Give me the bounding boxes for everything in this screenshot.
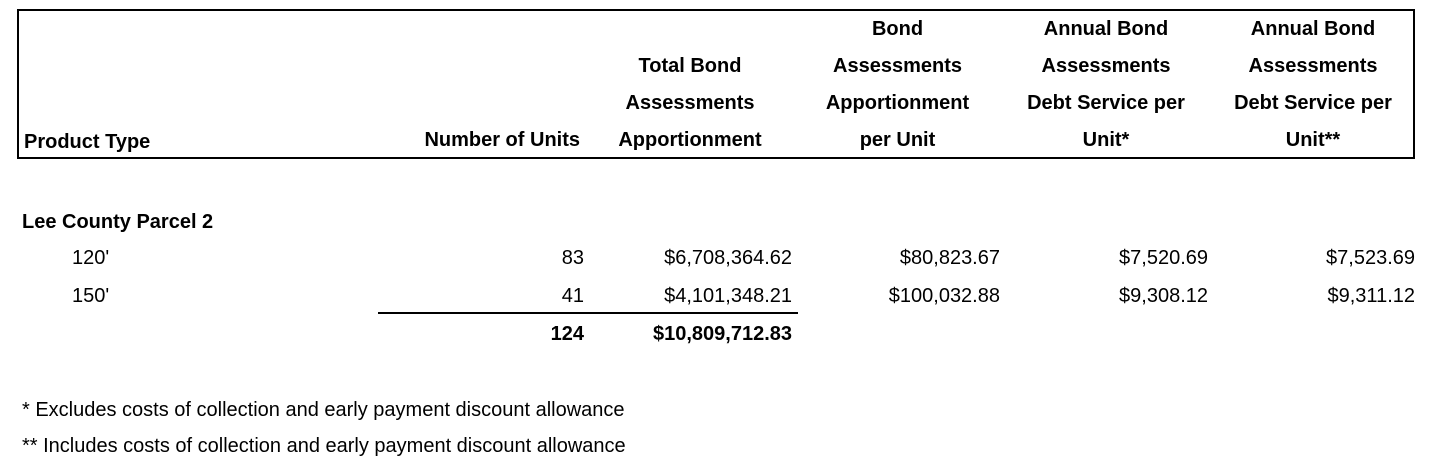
header-total-bond-line-1: Total Bond [638,55,742,77]
header-bond-per-unit-line-4: per Unit [859,129,936,151]
header-annual-incl-line-2: Assessments [1248,55,1378,77]
row-product: 150' [72,285,110,307]
row-total: $6,708,364.62 [664,247,792,269]
header-bond-per-unit-line-2: Assessments [833,55,962,77]
header-annual-incl-line-4: Unit** [1285,129,1341,151]
row-total: $4,101,348.21 [664,285,792,307]
row-annual-incl: $9,311.12 [1327,285,1415,307]
header-annual-excl-line-1: Annual Bond [1043,18,1169,40]
footnote-includes: ** Includes costs of collection and early payment discount allowance [22,435,626,457]
total-units: 124 [550,323,584,345]
header-bond-per-unit [795,11,1000,159]
footnote-excludes: * Excludes costs of collection and early payment discount allowance [22,399,625,421]
header-annual-excl [1005,11,1207,159]
row-per-unit: $100,032.88 [888,285,1000,307]
row-per-unit: $80,823.67 [899,247,1000,269]
header-bond-per-unit-line-1: Bond [871,18,924,40]
row-product: 120' [72,247,110,269]
header-number-of-units: Number of Units [424,129,580,151]
row-units: 83 [561,247,584,269]
subtotal-rule [378,312,798,314]
header-total-bond-line-2: Assessments [625,92,755,114]
section-title: Lee County Parcel 2 [22,211,214,233]
header-annual-incl-line-3: Debt Service per [1234,92,1392,114]
total-amount: $10,809,712.83 [652,323,792,345]
header-annual-excl-line-4: Unit* [1082,129,1130,151]
row-annual-excl: $9,308.12 [1119,285,1208,307]
row-annual-incl: $7,523.69 [1326,247,1415,269]
header-total-bond-line-3: Apportionment [618,129,762,151]
header-annual-excl-line-2: Assessments [1041,55,1171,77]
header-total-bond [590,48,790,159]
row-annual-excl: $7,520.69 [1119,247,1208,269]
header-annual-incl [1212,11,1414,159]
header-annual-incl-line-1: Annual Bond [1250,18,1376,40]
header-bond-per-unit-line-3: Apportionment [825,92,970,114]
row-units: 41 [561,285,584,307]
header-annual-excl-line-3: Debt Service per [1027,92,1185,114]
header-product-type: Product Type [24,131,151,153]
